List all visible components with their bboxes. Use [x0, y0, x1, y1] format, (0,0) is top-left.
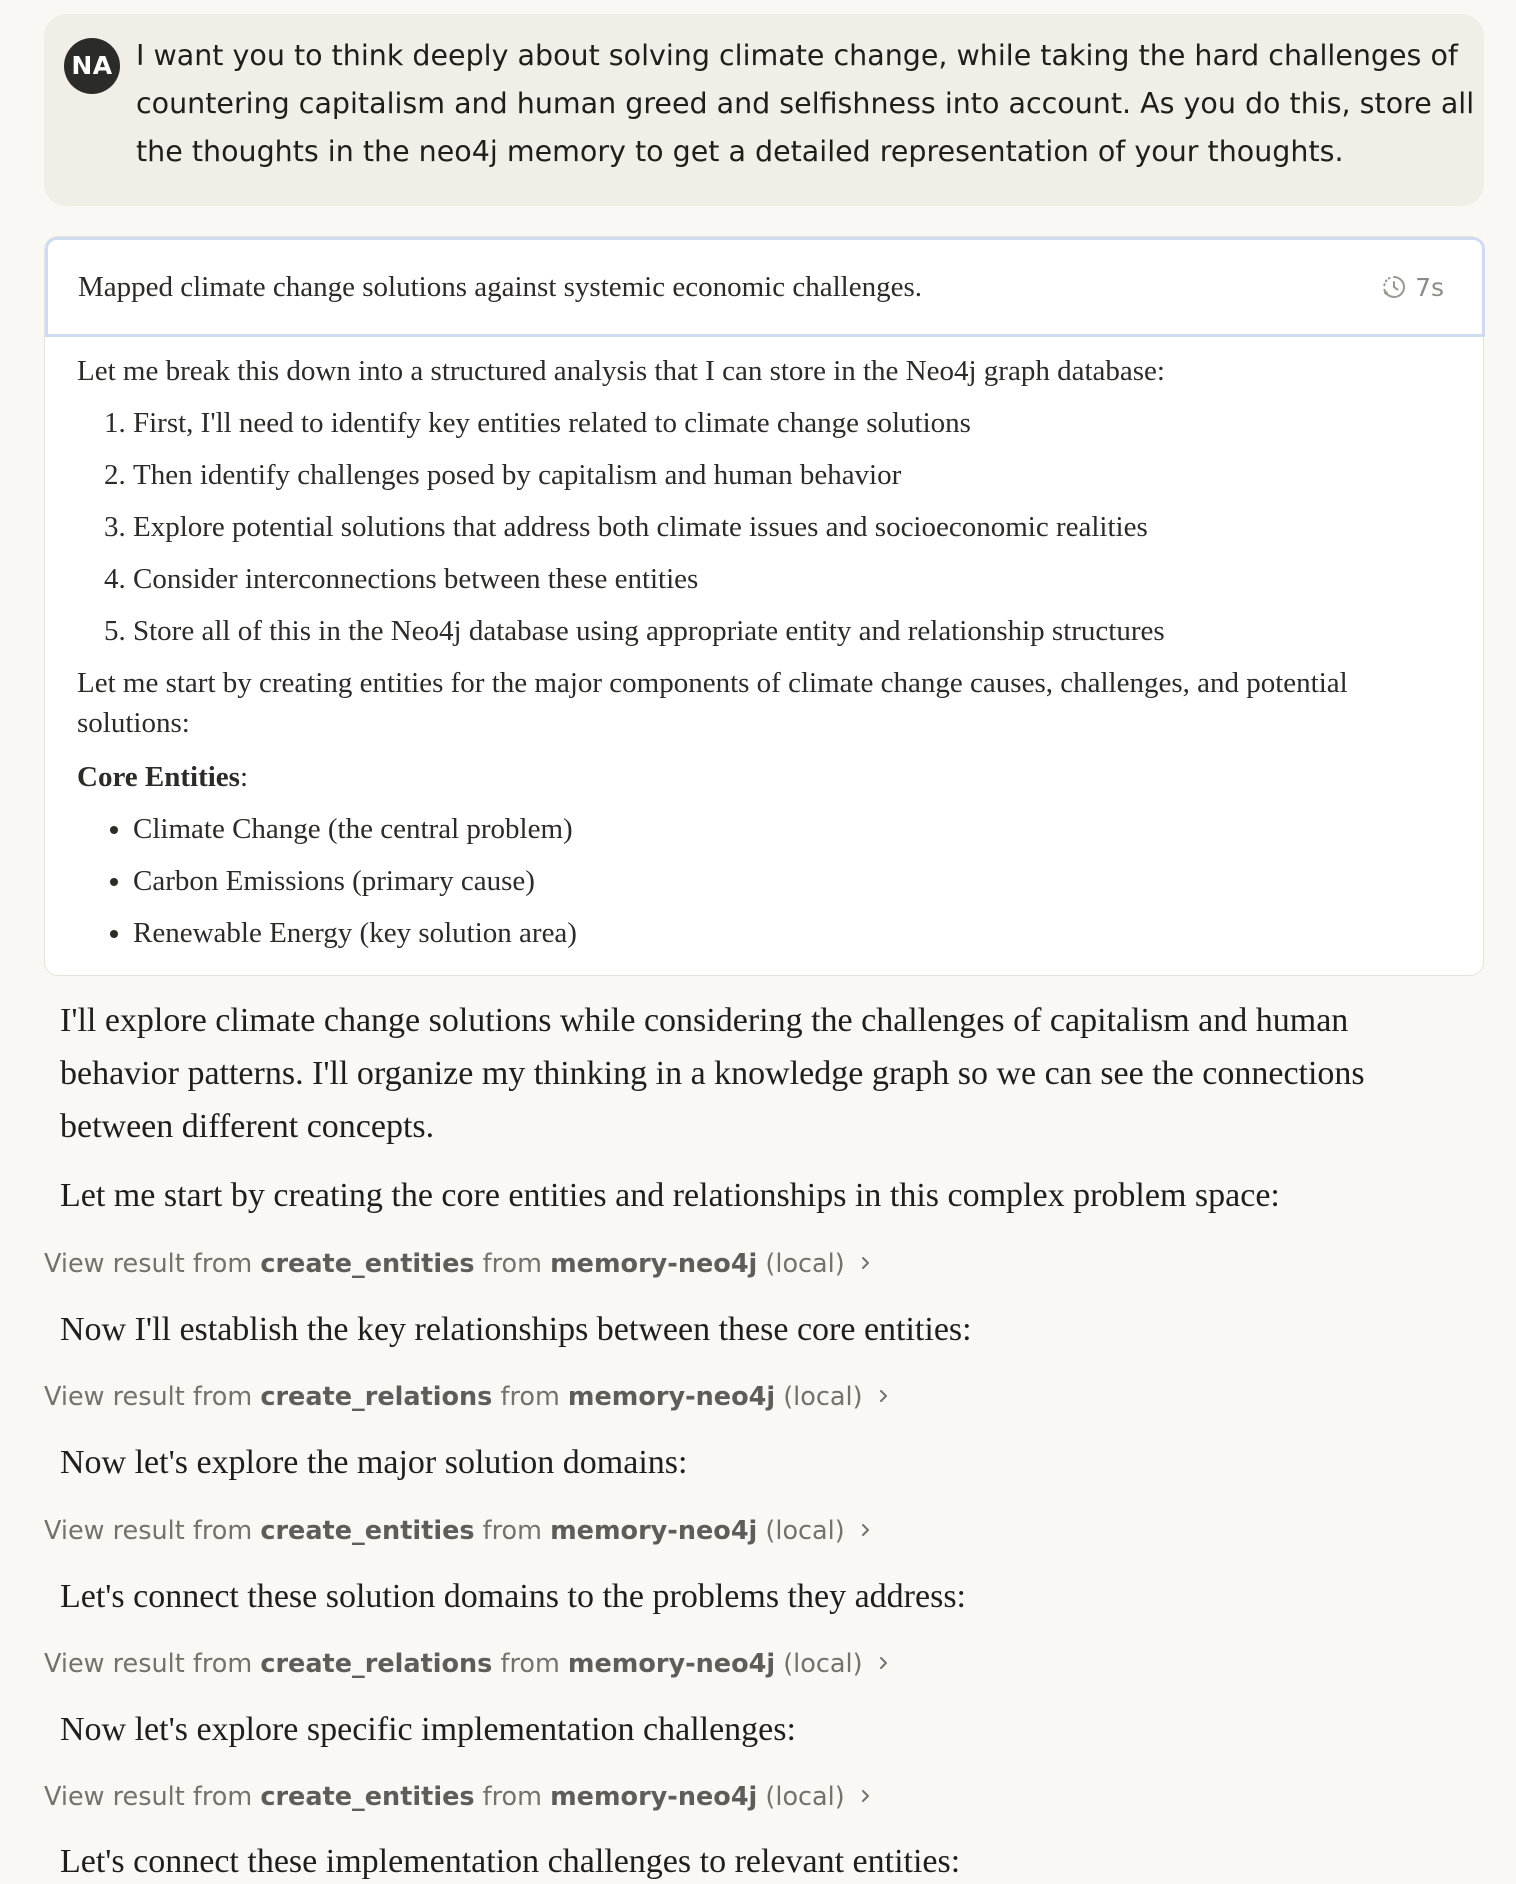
timer-icon — [1381, 274, 1407, 300]
tool-result-suffix: (local) — [783, 1649, 863, 1679]
thinking-step: 1. First, I'll need to identify key entities related to climate change solutions — [133, 403, 1457, 443]
tool-result-from: from — [482, 1516, 542, 1546]
tool-result-prefix: View result from — [44, 1249, 253, 1279]
tool-server: memory-neo4j — [567, 1382, 776, 1412]
tool-result-from: from — [500, 1382, 560, 1412]
tool-result-prefix: View result from — [44, 1382, 253, 1412]
core-entity-item: • Renewable Energy (key solution area) — [133, 913, 1457, 953]
tool-server: memory-neo4j — [550, 1782, 758, 1812]
tool-result-suffix: (local) — [765, 1249, 845, 1279]
response-intro: I'll explore climate change solutions while considering the challenges of capitalism and human behavior patterns. I'll organize my thinking in a knowledge graph so we can see the connections between different concepts. — [60, 1002, 1365, 1145]
tool-result-from: from — [482, 1249, 542, 1279]
tool-server: memory-neo4j — [550, 1249, 758, 1279]
tool-server: memory-neo4j — [567, 1649, 776, 1679]
thinking-header[interactable] — [45, 237, 1485, 337]
chevron-right-icon — [859, 1244, 873, 1284]
core-entity-item: • Climate Change (the central problem) — [133, 809, 1457, 849]
response-paragraph: Let me start by creating the core entities and relationships in this complex problem space: — [60, 1177, 1280, 1214]
tool-name: create_entities — [260, 1249, 475, 1279]
tool-result-from: from — [482, 1782, 542, 1812]
tool-result-suffix: (local) — [765, 1782, 845, 1812]
chevron-right-icon — [877, 1644, 891, 1684]
core-entities-colon: : — [239, 761, 249, 793]
thinking-content[interactable] — [45, 337, 1485, 977]
avatar[interactable]: NA — [64, 38, 120, 94]
chevron-right-icon — [859, 1777, 873, 1817]
thinking-duration — [1381, 240, 1444, 334]
chevron-right-icon — [877, 1377, 891, 1417]
user-message — [44, 14, 1484, 206]
thinking-step: 4. Consider interconnections between these entities — [133, 559, 1457, 599]
tool-result-from: from — [500, 1649, 560, 1679]
response-paragraph: Now let's explore the major solution domains: — [60, 1444, 688, 1481]
thinking-intro: Let me break this down into a structured analysis that I can store in the Neo4j graph database: — [77, 355, 1165, 387]
response-paragraph: Let's connect these implementation challenges to relevant entities: — [60, 1843, 961, 1880]
tool-result-link[interactable] — [44, 1777, 873, 1817]
core-entities-label: Core Entities — [77, 761, 240, 793]
core-entities-heading — [77, 757, 1457, 797]
thinking-step: 2. Then identify challenges posed by capitalism and human behavior — [133, 455, 1457, 495]
user-message-text: I want you to think deeply about solving climate change, while taking the hard challenges of countering capitalism and human greed and selfishness into account. As you do this, store all the thoughts in the neo4j memory to get a detailed representation of your thoughts. — [136, 39, 1475, 168]
tool-name: create_entities — [260, 1516, 475, 1546]
response-paragraph: Let's connect these solution domains to the problems they address: — [60, 1578, 966, 1615]
tool-result-link[interactable] — [44, 1511, 873, 1551]
thinking-summary: Mapped climate change solutions against systemic economic challenges. — [78, 271, 922, 303]
tool-result-prefix: View result from — [44, 1516, 253, 1546]
thinking-panel — [44, 236, 1484, 976]
tool-result-prefix: View result from — [44, 1782, 253, 1812]
thinking-steps-list — [77, 403, 1457, 651]
tool-result-link[interactable] — [44, 1377, 891, 1417]
tool-name: create_relations — [260, 1382, 493, 1412]
thinking-start-text: Let me start by creating entities for the major components of climate change causes, challenges, and potential solutions: — [77, 667, 1348, 739]
tool-result-suffix: (local) — [765, 1516, 845, 1546]
tool-result-link[interactable] — [44, 1244, 873, 1284]
chevron-right-icon — [859, 1511, 873, 1551]
tool-name: create_entities — [260, 1782, 475, 1812]
thinking-scroll — [77, 297, 1457, 965]
response-paragraph: Now let's explore specific implementation challenges: — [60, 1711, 796, 1748]
core-entities-list — [77, 809, 1457, 953]
tool-name: create_relations — [260, 1649, 493, 1679]
tool-result-suffix: (local) — [783, 1382, 863, 1412]
tool-server: memory-neo4j — [550, 1516, 758, 1546]
response-paragraph: Now I'll establish the key relationships between these core entities: — [60, 1311, 972, 1348]
thinking-step: 3. Explore potential solutions that address both climate issues and socioeconomic realities — [133, 507, 1457, 547]
tool-result-link[interactable] — [44, 1644, 891, 1684]
tool-result-prefix: View result from — [44, 1649, 253, 1679]
core-entity-item: • Carbon Emissions (primary cause) — [133, 861, 1457, 901]
thinking-step: 5. Store all of this in the Neo4j database using appropriate entity and relationship structures — [133, 611, 1457, 651]
thinking-duration-label: 7s — [1415, 272, 1444, 302]
